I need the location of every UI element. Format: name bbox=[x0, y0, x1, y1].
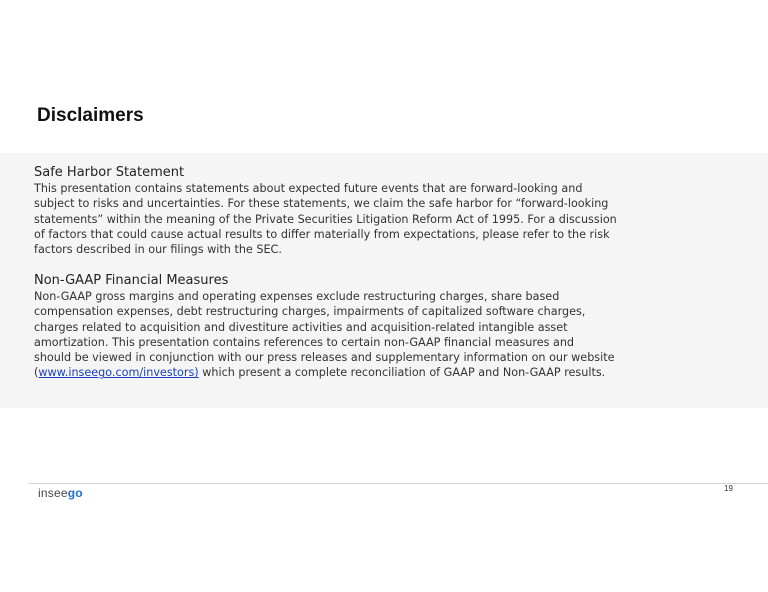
non-gaap-line: charges related to acquisition and divestiture activities and acquisition-related intangible asset bbox=[34, 320, 568, 334]
non-gaap-heading: Non-GAAP Financial Measures bbox=[34, 273, 229, 288]
safe-harbor-line: factors described in our filings with the SEC. bbox=[34, 243, 282, 257]
non-gaap-last-line bbox=[34, 365, 734, 380]
page-title: Disclaimers bbox=[37, 105, 144, 126]
non-gaap-line: should be viewed in conjunction with our press releases and supplementary information on our website bbox=[34, 351, 615, 365]
safe-harbor-heading: Safe Harbor Statement bbox=[34, 165, 185, 180]
non-gaap-line: Non-GAAP gross margins and operating expenses exclude restructuring charges, share based bbox=[34, 290, 560, 303]
non-gaap-line: compensation expenses, debt restructuring charges, impairments of capitalized software charges, bbox=[34, 305, 586, 319]
safe-harbor-paragraph bbox=[34, 181, 734, 257]
non-gaap-line-rest: which present a complete reconciliation of GAAP and Non-GAAP results. bbox=[198, 366, 606, 380]
non-gaap-line: amortization. This presentation contains references to certain non-GAAP financial measures and bbox=[34, 335, 575, 349]
footer-divider bbox=[28, 483, 768, 484]
paren-open: ( bbox=[34, 366, 39, 380]
page-number: 19 bbox=[724, 484, 733, 493]
safe-harbor-line: statements” within the meaning of the Private Securities Litigation Reform Act of 1995. For a discussion bbox=[34, 212, 617, 226]
safe-harbor-line: This presentation contains statements about expected future events that are forward-looking and bbox=[34, 182, 583, 195]
safe-harbor-line: subject to risks and uncertainties. For these statements, we claim the safe harbor for “forward-looking bbox=[34, 197, 609, 211]
investors-link[interactable]: www.inseego.com/investors) bbox=[38, 366, 199, 380]
logo-text-main: insee bbox=[38, 486, 68, 500]
inseego-logo bbox=[38, 486, 83, 500]
non-gaap-paragraph bbox=[34, 289, 734, 381]
safe-harbor-line: of factors that could cause actual results to differ materially from expectations, please refer to the risk bbox=[34, 227, 610, 241]
logo-text-accent: go bbox=[67, 486, 83, 500]
